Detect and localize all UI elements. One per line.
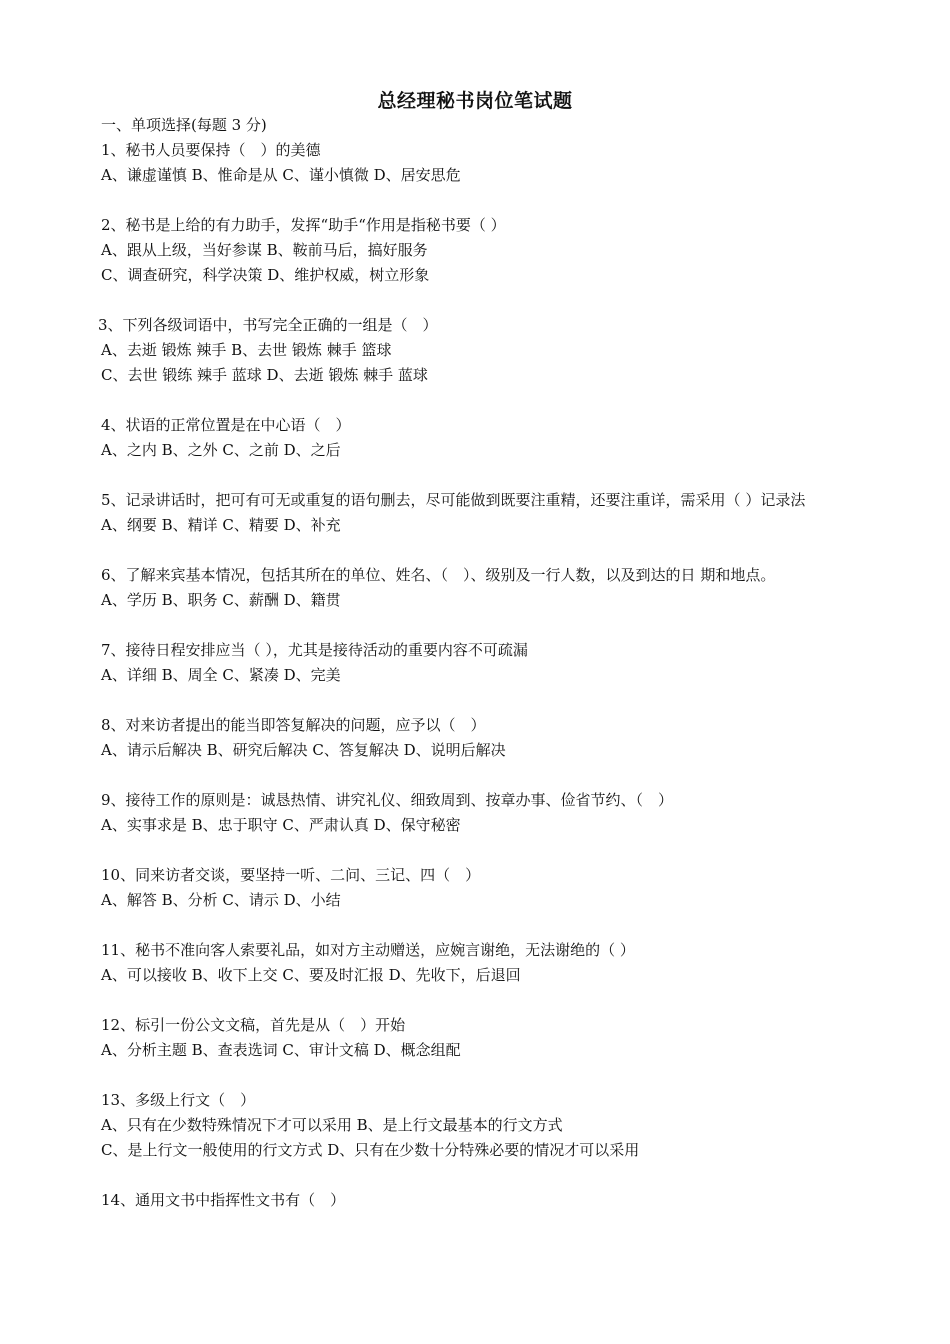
question-4: 4、状语的正常位置是在中心语（ ） [101, 416, 351, 434]
question-2-options-line-1: A、跟从上级，当好参谋 B、鞍前马后，搞好服务 [101, 241, 428, 259]
spacer [101, 988, 901, 1013]
spacer [101, 388, 901, 413]
spacer [101, 1163, 901, 1188]
document-title: 总经理秘书岗位笔试题 [377, 90, 573, 112]
question-7-options: A、详细 B、周全 C、紧凑 D、完美 [101, 666, 341, 684]
question-13-options-line-1: A、只有在少数特殊情况下才可以采用 B、是上行文最基本的行文方式 [101, 1116, 563, 1134]
question-1-options: A、谦虚谨慎 B、惟命是从 C、谨小慎微 D、居安思危 [101, 166, 461, 184]
spacer [101, 913, 901, 938]
spacer [101, 288, 901, 313]
question-3-options-line-2: C、去世 锻练 辣手 蓝球 D、去逝 锻炼 棘手 蓝球 [101, 366, 428, 384]
spacer [101, 613, 901, 638]
question-11: 11、秘书不准向客人索要礼品，如对方主动赠送，应婉言谢绝，无法谢绝的（ ） [101, 941, 635, 959]
spacer [101, 838, 901, 863]
spacer [101, 463, 901, 488]
spacer [101, 1063, 901, 1088]
question-7: 7、接待日程安排应当（ ），尤其是接待活动的重要内容不可疏漏 [101, 641, 528, 659]
spacer [101, 188, 901, 213]
question-6: 6、了解来宾基本情况，包括其所在的单位、姓名、（ ）、级别及一行人数，以及到达的日 期和地点。 [101, 566, 776, 584]
question-5: 5、记录讲话时，把可有可无或重复的语句删去，尽可能做到既要注重精，还要注重详，需采用（ ）记录法 [101, 491, 806, 509]
spacer [101, 688, 901, 713]
section-heading: 一、单项选择(每题 3 分) [101, 116, 267, 134]
question-13-options-line-2: C、是上行文一般使用的行文方式 D、只有在少数十分特殊必要的情况才可以采用 [101, 1141, 640, 1159]
question-2-options-line-2: C、调查研究，科学决策 D、维护权威，树立形象 [101, 266, 430, 284]
question-8-options: A、请示后解决 B、研究后解决 C、答复解决 D、说明后解决 [101, 741, 506, 759]
question-4-options: A、之内 B、之外 C、之前 D、之后 [101, 441, 341, 459]
question-12-options: A、分析主题 B、查表选词 C、审计文稿 D、概念组配 [101, 1041, 461, 1059]
question-8: 8、对来访者提出的能当即答复解决的问题，应予以（ ） [101, 716, 486, 734]
question-11-options: A、可以接收 B、收下上交 C、要及时汇报 D、先收下，后退回 [101, 966, 521, 984]
question-5-options: A、纲要 B、精详 C、精要 D、补充 [101, 516, 341, 534]
spacer [101, 763, 901, 788]
question-12: 12、标引一份公文文稿，首先是从（ ）开始 [101, 1016, 406, 1034]
question-6-options: A、学历 B、职务 C、薪酬 D、籍贯 [101, 591, 341, 609]
question-3-options-line-1: A、去逝 锻炼 辣手 B、去世 锻炼 棘手 篮球 [101, 341, 392, 359]
question-10: 10、同来访者交谈，要坚持一听、二问、三记、四（ ） [101, 866, 481, 884]
question-10-options: A、解答 B、分析 C、请示 D、小结 [101, 891, 341, 909]
document-body [98, 113, 901, 1213]
question-9-options: A、实事求是 B、忠于职守 C、严肃认真 D、保守秘密 [101, 816, 461, 834]
question-3: 3、下列各级词语中，书写完全正确的一组是（ ） [98, 316, 438, 334]
question-13: 13、多级上行文（ ） [101, 1091, 256, 1109]
question-2: 2、秘书是上给的有力助手，发挥“助手“作用是指秘书要（ ） [101, 216, 506, 234]
spacer [101, 538, 901, 563]
question-1: 1、秘书人员要保持（ ）的美德 [101, 141, 321, 159]
question-14: 14、通用文书中指挥性文书有（ ） [101, 1191, 346, 1209]
question-9: 9、接待工作的原则是：诚恳热情、讲究礼仪、细致周到、按章办事、俭省节约、（ ） [101, 791, 674, 809]
